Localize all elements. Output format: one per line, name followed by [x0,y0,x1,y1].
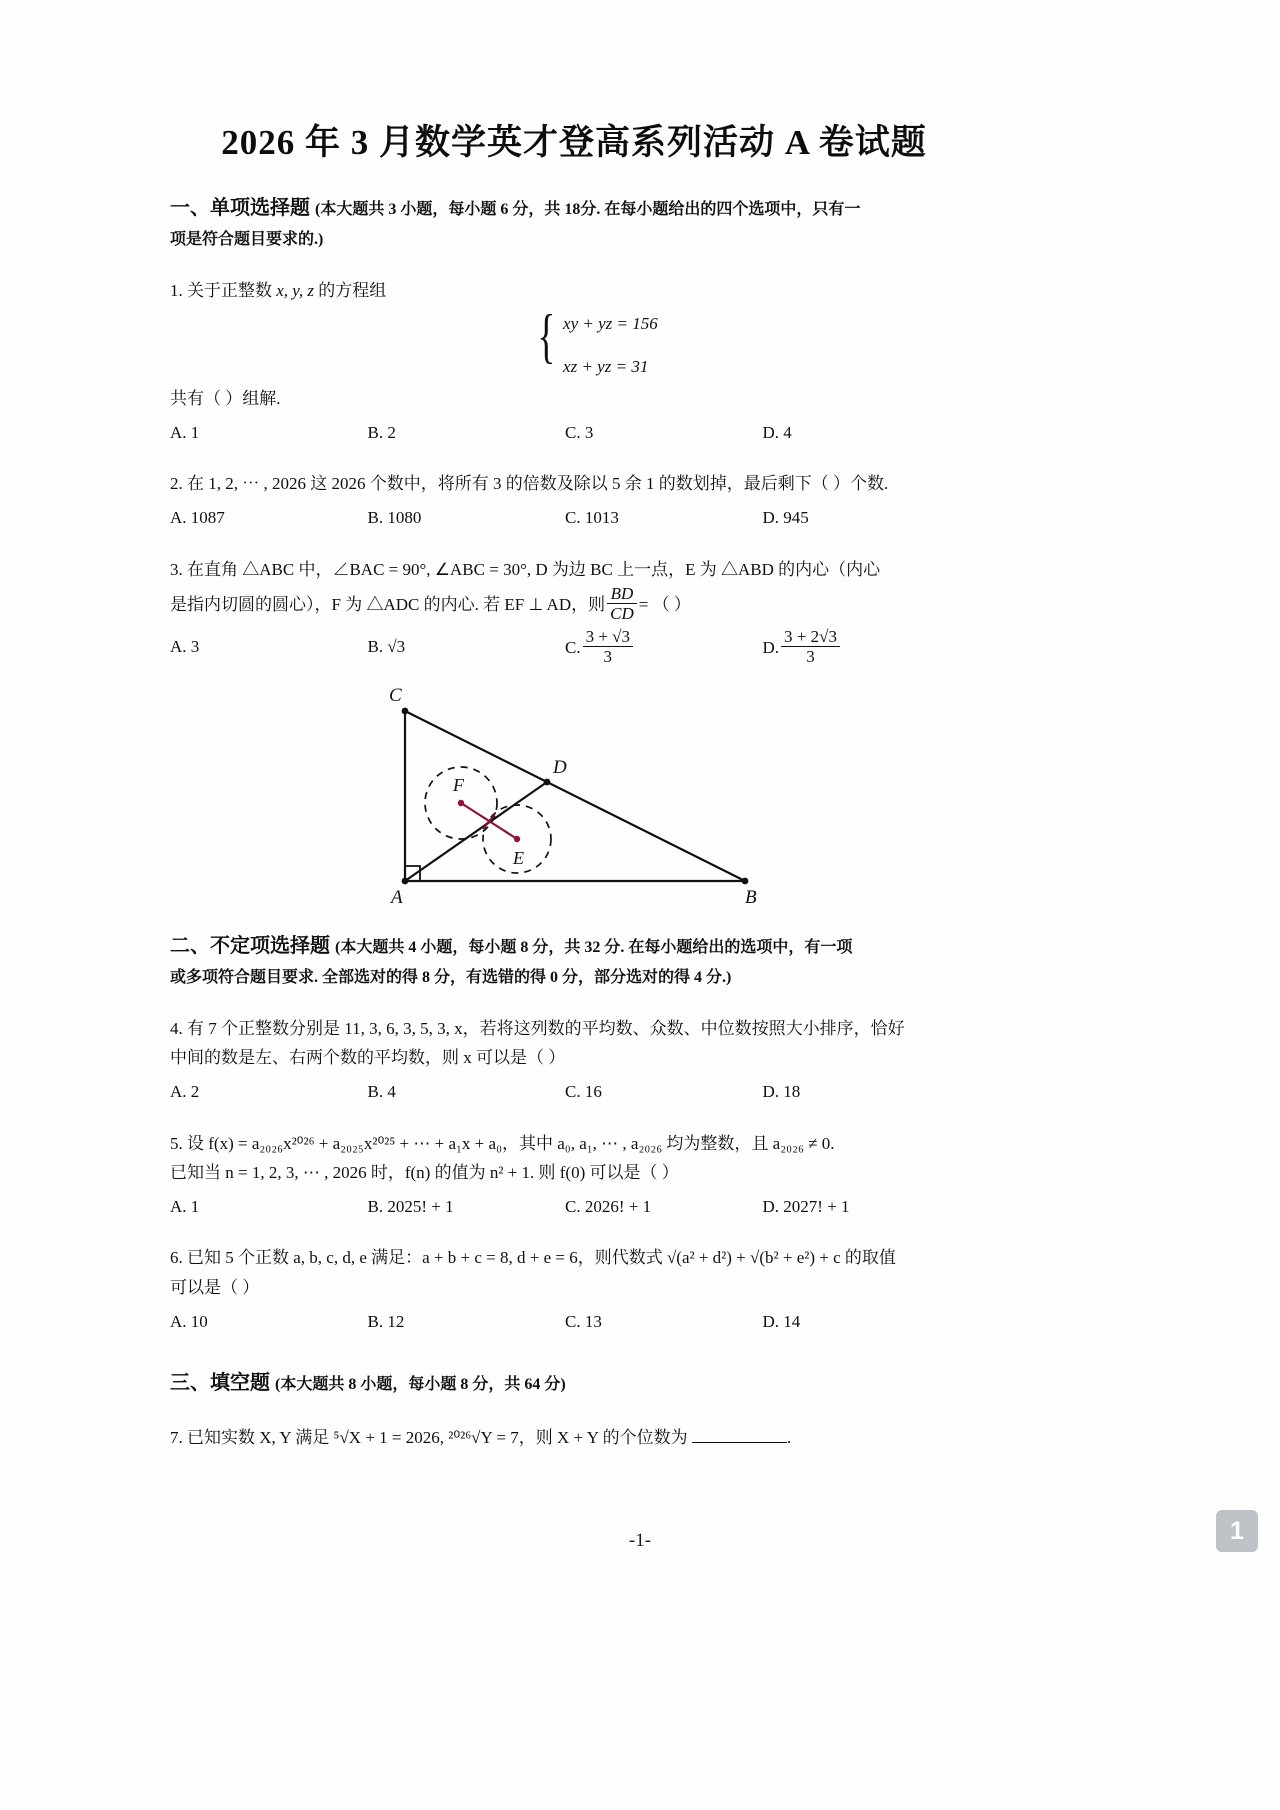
question-1-option-b[interactable]: B. 2 [367,422,396,442]
question-6-option-b[interactable]: B. 12 [367,1311,405,1331]
question-1-equation-system [170,303,960,381]
section-multi-choice-header [170,929,960,992]
question-1-stem [170,276,960,305]
question-3-option-c-label: C. [565,638,581,658]
question-7-answer-blank[interactable] [692,1442,787,1443]
question-5-number: 5. [170,1133,183,1153]
question-3-ratio-fraction [607,584,637,623]
question-3-option-a[interactable]: A. 3 [170,637,200,657]
label-F: F [453,774,464,795]
page-content [170,115,960,1452]
question-7-number: 7. [170,1428,183,1448]
question-5-option-c[interactable]: C. 2026! + 1 [565,1197,652,1217]
question-1-option-c[interactable]: C. 3 [565,422,594,442]
question-5 [170,1129,960,1222]
question-1-option-a[interactable]: A. 1 [170,422,200,442]
label-A: A [391,886,403,908]
question-3-option-c-numerator: 3 + √3 [583,627,633,647]
question-5-line-1: 设 f(x) = a₂₀₂₆x²⁰²⁶ + a₂₀₂₅x²⁰²⁵ + ⋯ + a₁x + a₀，其中 a₀, a₁, ⋯ , a₂₀₂₆ 均为整数，且 a₂₀₂₆ ≠ 0. [187,1133,835,1153]
question-4-stem-line-1 [170,1014,960,1043]
label-C: C [389,684,402,706]
label-D: D [553,756,567,778]
section-single-choice-header [170,191,960,254]
question-5-stem-line-2: 已知当 n = 1, 2, 3, ⋯ , 2026 时，f(n) 的值为 n² + 1. 则 f(0) 可以是（ ） [170,1162,679,1182]
question-3-ratio-denominator: CD [610,603,634,623]
question-1-stem-suffix: 的方程组 [318,281,387,300]
question-1-stem-prefix: 关于正整数 [187,281,272,300]
question-6-option-c[interactable]: C. 13 [565,1311,602,1331]
point-F [458,800,464,806]
point-D [544,779,551,786]
question-2-stem [170,469,960,498]
question-1-equation-1: xy + yz = 156 [563,314,658,334]
point-A [402,878,409,885]
question-2-option-c[interactable]: C. 1013 [565,508,619,528]
question-6-option-a[interactable]: A. 10 [170,1311,208,1331]
question-3-figure [170,681,960,911]
question-3-line-2-b: = （ ） [638,595,691,615]
section-fill-blank-header [170,1366,960,1401]
question-1-options [170,418,960,447]
section-2-label: 二、不定项选择题 [170,934,330,957]
perpendicular-tick [483,814,495,829]
question-4-stem-line-2: 中间的数是左、右两个数的平均数，则 x 可以是（ ） [170,1048,566,1068]
question-3-option-d-label: D. [762,638,780,658]
question-3-option-b[interactable]: B. √3 [367,637,406,657]
question-7-blank-suffix: . [786,1428,792,1448]
question-7-stem [170,1423,960,1452]
question-3-line-2-a: 是指内切圆的圆心），F 为 △ADC 的内心. 若 EF ⊥ AD，则 [170,595,606,615]
section-1-note-line-2: 项是符合题目要求的.) [170,231,324,248]
question-7-text: 已知实数 X, Y 满足 ⁵√X + 1 = 2026, ²⁰²⁶√Y = 7，则 X + Y 的个位数为 [187,1428,688,1448]
question-4-number: 4. [170,1018,183,1038]
question-4-line-1: 有 7 个正整数分别是 11, 3, 6, 3, 5, 3, x，若将这列数的平均数、众数、中位数按照大小排序，恰好 [187,1018,905,1038]
question-1-variables: x, y, z [276,281,315,300]
page-badge[interactable]: 1 [1216,1510,1258,1552]
point-B [742,878,749,885]
question-3-stem-line-1 [170,555,960,584]
question-6-number: 6. [170,1248,183,1268]
question-2-option-a[interactable]: A. 1087 [170,508,225,528]
question-1-number: 1. [170,281,183,300]
question-3-ratio-numerator: BD [607,584,637,604]
question-1-tail: 共有（ ）组解. [170,388,281,408]
question-5-option-d[interactable]: D. 2027! + 1 [762,1197,850,1217]
section-3-label: 三、填空题 [170,1372,270,1395]
question-3-option-d[interactable] [763,627,961,666]
label-B: B [745,886,757,908]
question-2-option-d[interactable]: D. 945 [762,508,809,528]
question-3-option-c-fraction [583,627,633,666]
question-3-option-c-denominator: 3 [603,647,613,667]
question-3 [170,555,960,911]
question-3-stem-line-2 [170,584,960,623]
label-E: E [513,847,524,868]
question-3-option-c[interactable] [565,627,763,666]
page-title: 2026 年 3 月数学英才登高系列活动 A 卷试题 [221,123,927,162]
question-3-options [170,625,960,669]
question-1-option-d[interactable]: D. 4 [762,422,792,442]
section-2-note-line-2: 或多项符合题目要求. 全部选对的得 8 分，有选错的得 0 分，部分选对的得 4 分.) [170,968,732,986]
question-2-options [170,503,960,532]
question-5-option-b[interactable]: B. 2025! + 1 [367,1197,454,1217]
section-1-label: 一、单项选择题 [170,197,310,219]
section-1-note-line-1: (本大题共 3 小题，每小题 6 分，共 18分. 在每小题给出的四个选项中，只有一 [315,201,861,218]
section-3-note-line-1: (本大题共 8 小题，每小题 8 分，共 64 分) [275,1376,566,1394]
question-3-number: 3. [170,559,183,579]
question-5-option-a[interactable]: A. 1 [170,1197,200,1217]
question-6-stem-line-1 [170,1243,960,1272]
question-3-option-d-numerator: 3 + 2√3 [781,627,840,647]
point-E [514,836,520,842]
section-2-heading [170,929,960,964]
question-4-option-c[interactable]: C. 16 [565,1082,602,1102]
question-2-text: 在 1, 2, ⋯ , 2026 这 2026 个数中，将所有 3 的倍数及除以 5 余 1 的数划掉，最后剩下（ ）个数. [187,474,889,494]
section-2-note-line-1: (本大题共 4 小题，每小题 8 分，共 32 分. 在每小题给出的选项中，有一项 [335,938,853,956]
question-4-option-a[interactable]: A. 2 [170,1082,200,1102]
question-6-options [170,1307,960,1336]
question-1 [170,276,960,447]
question-6-stem-line-2: 可以是（ ） [170,1277,260,1297]
question-6-option-d[interactable]: D. 14 [762,1311,801,1331]
section-3-heading [170,1366,960,1401]
question-2-number: 2. [170,474,183,494]
triangle-incircle-diagram [365,681,765,911]
question-5-options [170,1192,960,1221]
question-1-equation-2: xz + yz = 31 [563,357,649,377]
page-number: -1- [628,1530,652,1551]
question-6 [170,1243,960,1336]
section-1-heading [170,191,960,226]
segment-CB [405,711,745,881]
question-3-line-1: 在直角 △ABC 中，∠BAC = 90°, ∠ABC = 30°, D 为边 BC 上一点，E 为 △ABD 的内心（内心 [187,559,881,579]
question-3-option-d-denominator: 3 [806,647,815,667]
question-6-line-1: 已知 5 个正数 a, b, c, d, e 满足：a + b + c = 8, d + e = 6，则代数式 √(a² + d²) + √(b² + e²) + c 的取值 [187,1248,896,1268]
point-C [402,708,409,715]
question-2-option-b[interactable]: B. 1080 [367,508,422,528]
question-3-option-d-fraction [781,627,840,666]
question-2 [170,469,960,532]
question-5-stem-line-1 [170,1129,960,1158]
question-4-option-b[interactable]: B. 4 [367,1082,396,1102]
left-brace-glyph: { [537,303,556,370]
question-7 [170,1423,960,1452]
question-4-options [170,1077,960,1106]
question-4-option-d[interactable]: D. 18 [762,1082,801,1102]
question-4 [170,1014,960,1107]
